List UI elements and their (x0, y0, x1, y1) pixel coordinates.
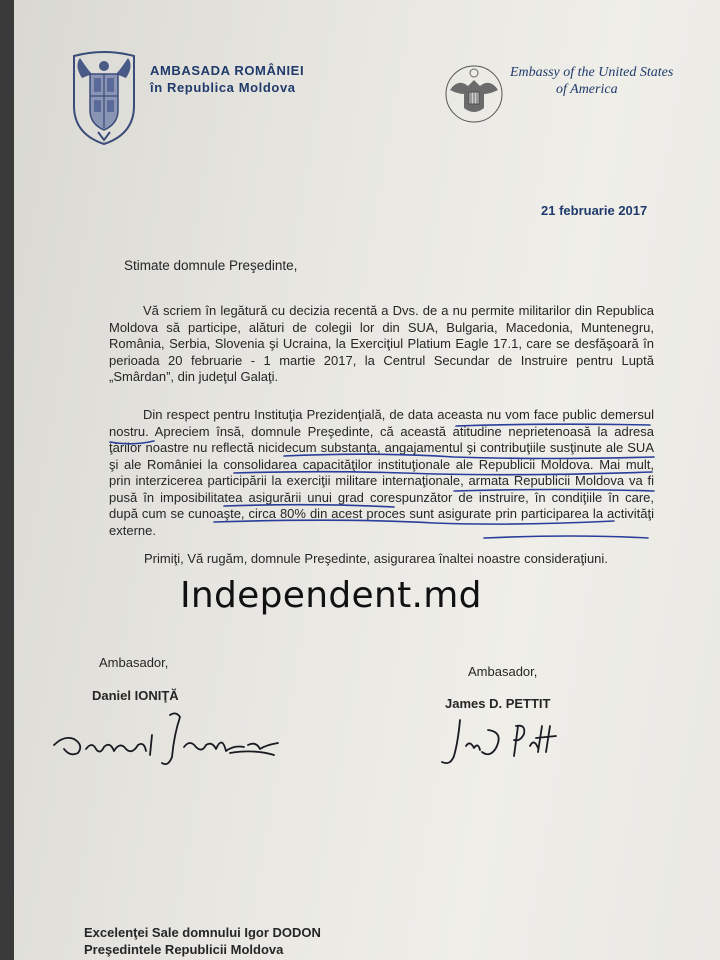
watermark-text: Independent.md (180, 575, 482, 616)
right-signatory-name: James D. PETTIT (445, 696, 551, 711)
letter-date: 21 februarie 2017 (541, 203, 648, 218)
left-signatory-name: Daniel IONIŢĂ (92, 688, 179, 703)
romanian-embassy-line-1: AMBASADA ROMÂNIEI (150, 63, 305, 78)
us-embassy-heading (510, 64, 673, 98)
left-signatory-title: Ambasador, (99, 655, 169, 670)
us-embassy-line-1: Embassy of the United States (510, 65, 674, 80)
right-signatory-title: Ambasador, (468, 664, 538, 679)
addressee-block (84, 924, 321, 958)
romanian-embassy-heading (150, 62, 304, 96)
romanian-coat-of-arms-icon (68, 48, 140, 148)
paragraph-3: Primiţi, Vă rugăm, domnule Preşedinte, asigurarea înaltei noastre consideraţiuni. (144, 551, 608, 566)
paragraph-2: Din respect pentru Instituţia Prezidenţială, de data aceasta nu vom face public demersul nostru. Apreciem însă, domnule Preşedinte, că această atitudine neprietenoasă la adresa ţărilor noastre nu reflectă nicidecum substanţa, angajamentul şi contribuţiile susţinute ale SUA şi ale României la consolidarea capacităţilor instituţionale ale Republicii Moldova. Mai mult, prin interzicerea participării la exerciţii militare internaţionale, armata Republicii Moldova va fi pusă în imposibilitatea asigurării unui grad corespunzător de instruire, în condiţiile în care, după cum se cunoaşte, circa 80% din acest proces sunt asigurate prin participarea la activităţi externe. (109, 407, 654, 538)
salutation: Stimate domnule Preşedinte, (124, 258, 298, 273)
addressee-line-2: Preşedintele Republicii Moldova (84, 942, 284, 957)
addressee-line-1: Excelenţei Sale domnului Igor DODON (84, 925, 321, 940)
left-handwritten-signature (34, 705, 294, 775)
romanian-embassy-line-2: în Republica Moldova (150, 80, 296, 95)
paragraph-1: Vă scriem în legătură cu decizia recentă a Dvs. de a nu permite militarilor din Republica Moldova să participe, alături de colegii lor din SUA, Bulgaria, Macedonia, Muntenegru, România, Serbia, Slovenia şi Ucraina, la Exerciţiul Platium Eagle 17.1, care se desfăşoară în perioada 20 februarie - 1 martie 2017, la Centrul Secundar de Instruire pentru Luptă „Smârdan”, din judeţul Galaţi. (109, 303, 654, 384)
us-great-seal-icon (444, 64, 504, 124)
letter-page (14, 0, 720, 960)
right-handwritten-signature (434, 712, 574, 772)
us-embassy-line-2: of America (556, 82, 618, 97)
